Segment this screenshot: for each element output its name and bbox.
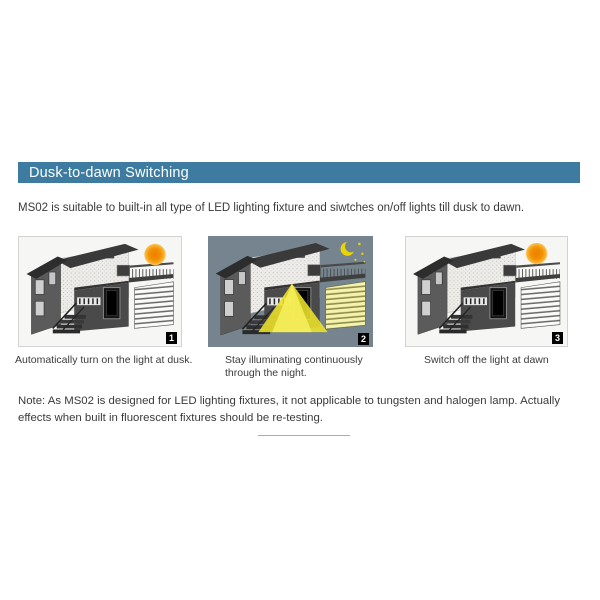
house-illustration xyxy=(406,237,567,346)
house-illustration xyxy=(208,236,373,347)
moon-stars-icon xyxy=(341,240,366,262)
panel-caption: Stay illuminating continuously through the night. xyxy=(225,354,363,380)
panel-dusk xyxy=(18,236,182,347)
step-number-badge: 3 xyxy=(552,332,563,344)
intro-text: MS02 is suitable to built-in all type of LED lighting fixture and siwtches on/off lights till dusk to dawn. xyxy=(18,202,525,214)
house-illustration xyxy=(19,237,181,346)
step-number-badge: 2 xyxy=(358,333,369,345)
note-text: Note: As MS02 is designed for LED lighting fixtures, it not applicable to tungsten and halogen lamp. Actually effects when built in fluorescent fixtures should be re-testing. xyxy=(18,395,561,425)
page-title: Dusk-to-dawn Switching xyxy=(29,164,189,181)
step-number-badge: 1 xyxy=(166,332,177,344)
panel-dawn xyxy=(405,236,568,347)
sun-icon xyxy=(144,244,165,265)
panel-caption: Switch off the light at dawn xyxy=(424,354,549,366)
section-header-bar xyxy=(18,162,580,183)
panel-night xyxy=(208,236,373,347)
panel-caption: Automatically turn on the light at dusk. xyxy=(15,354,193,366)
sun-icon xyxy=(526,243,547,264)
footer-divider xyxy=(258,435,350,436)
